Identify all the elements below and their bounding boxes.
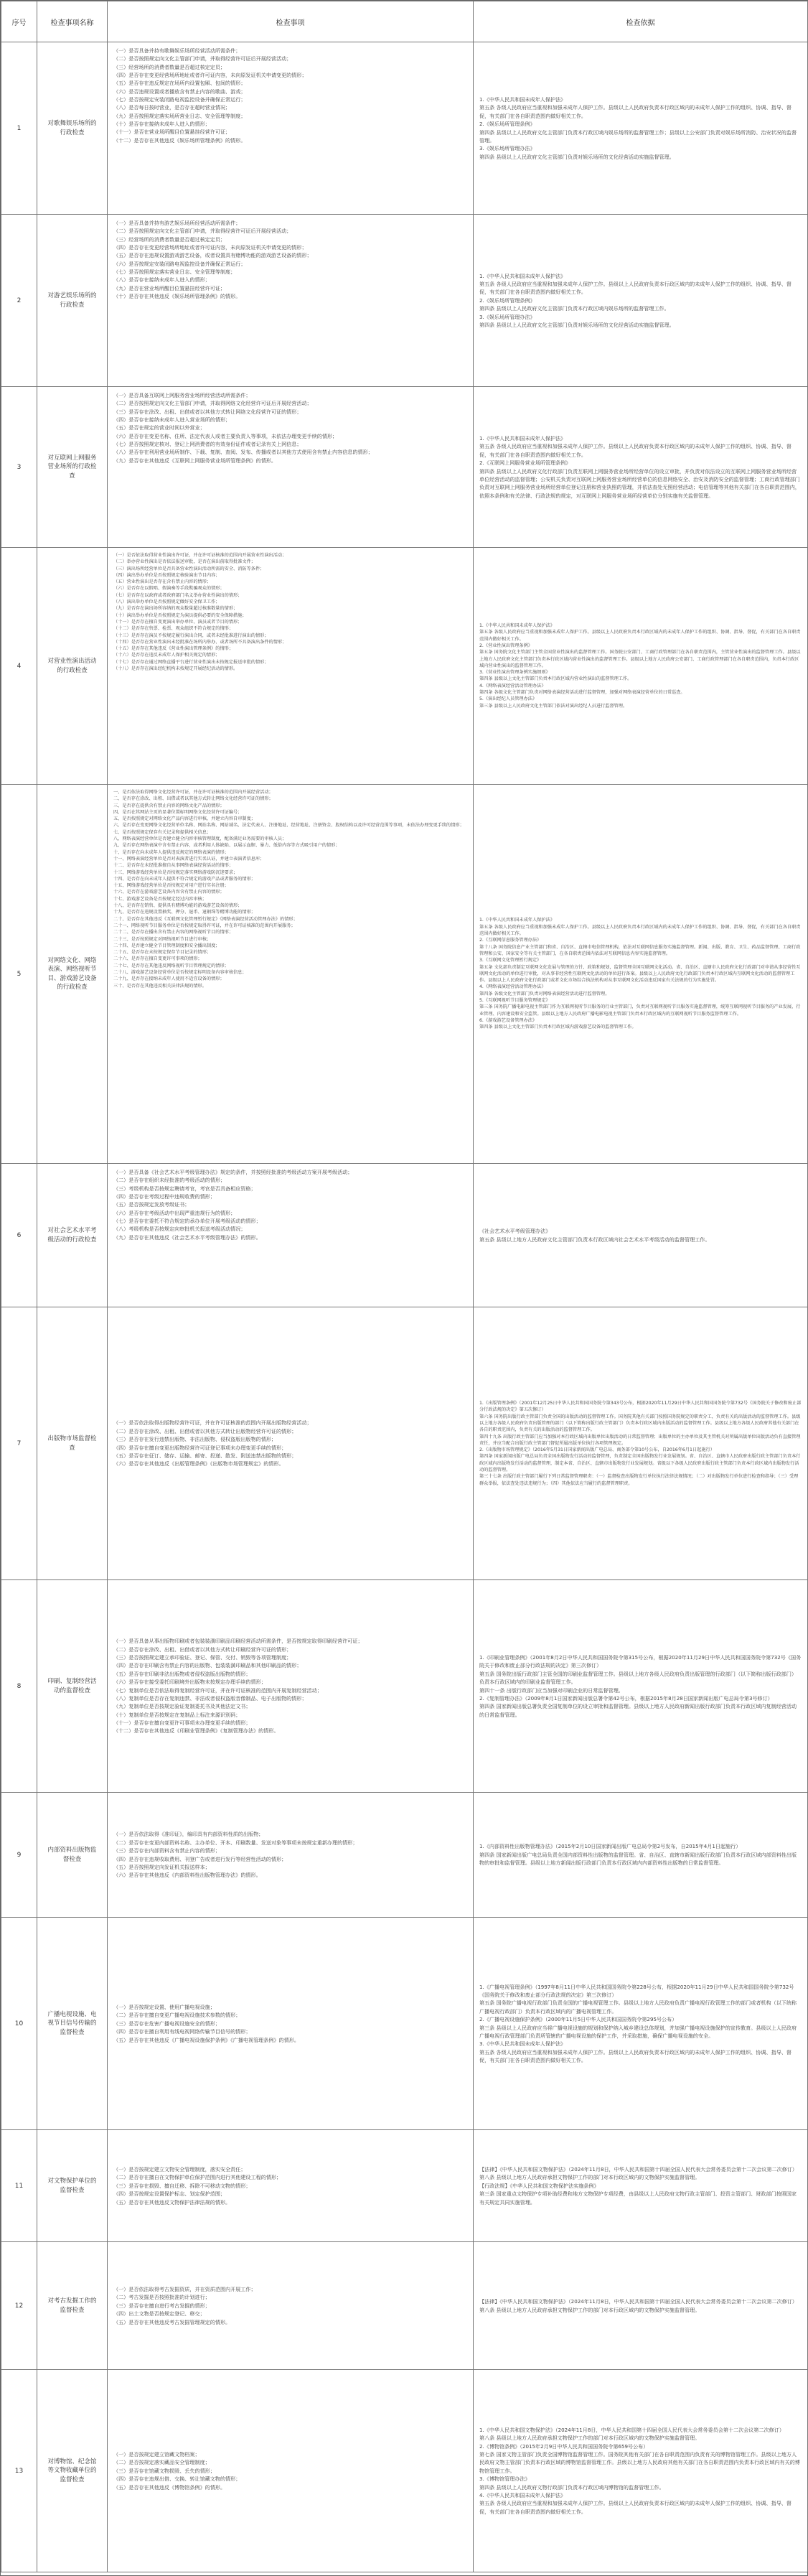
header-item-name: 检查事项名称 bbox=[37, 1, 108, 42]
row-inspection-content: （一）是否具备并持有歌舞娱乐场所经营活动所需条件； （二）是否按照规定向文化主管部门申请，并取得经营许可证后开展经营活动； （三）经营场所的消费者数量是否超过核定定员； （四）是否存在变更经营场所地址或者许可证内容，未向原发证机关申请变更的情形； （五）是否存在违反规定在场所内设置包厢、包间的情形； （六）是否违规设置或者播放含有禁止内容的歌曲、游戏； （七）是否按规定安装闭路电视监控设备并确保正常运行； （八）是否每日按时营业，是否存在超时营业情况； （九）是否按照规定落实场所营业日志、安全管理等制度； （十）是否存在接纳未成年人进入的情形； （十一）是否在营业场所醒目位置悬挂经营许可证； （十二）是否存在其他违反《娱乐场所管理条例》的情形。 bbox=[108, 42, 474, 215]
row-seq: 10 bbox=[1, 1918, 37, 2130]
row-inspection-content: （一）是否具备互联网上网服务营业场所经营活动所需条件； （二）是否按照规定向文化主管部门申请，并取得网络文化经营许可证后开展经营活动； （三）是否存在涂改、出租、出借或者以其他方式转让网络文化经营许可证的情形； （四）是否存在接纳未成年人进入营业场所的情形； （五）是否在规定的营业时间以外营业； （六）是否存在变更名称、住所、法定代表人或者主要负责人等事项，未依法办理变更手续的情形； （七）是否按照规定核对、登记上网消费者的有效身份证件或者记录有关上网信息； （八）是否存在利用营业场所制作、下载、复制、查阅、发布、传播或者以其他方式使用含有禁止内容信息的情形； （九）是否存在其他违反《互联网上网服务营业场所管理条例》的情形。 bbox=[108, 387, 474, 548]
table-row bbox=[1, 42, 808, 215]
row-seq: 6 bbox=[1, 1164, 37, 1307]
row-inspection-content: （一）是否依法取得出版物经营许可证，并在许可证核准的范围内开展出版物经营活动； （二）是否存在涂改、出租、出借或者以其他方式转让出版物经营许可证的情形； （三）是否存在发行违禁出版物、非法出版物、侵权盗版出版物的情形； （四）是否存在擅自变更出版物经营许可证登记事项未办理变更手续的情形； （五）是否存在征订、储存、运输、邮寄、投递、散发、附送违禁出版物的情形； （六）是否存在其他违反《出版管理条例》《出版物市场管理规定》的情形。 bbox=[108, 1307, 474, 1580]
header-seq: 序号 bbox=[1, 1, 37, 42]
row-inspection-basis: 1.《中华人民共和国未成年人保护法》 第五条 各级人民政府应当重视和加强未成年人保护工作。县级以上人民政府负责本行政区域内的未成年人保护工作的组织、协调、指导、督促，有关部门在各自职责范围内做好相关工作。 2.《娱乐场所管理条例》 第四条 县级以上人民政府文化主管部门负责本行政区域内娱乐场所的监督管理工作；县级以上公安部门负责对娱乐场所消防、治安状况的监督管理。 3.《娱乐场所管理办法》 第四条 县级以上人民政府文化主管部门负责对娱乐场所的文化经营活动实施监督管理。 bbox=[474, 42, 808, 215]
row-item-name: 对游艺娱乐场所的行政检查 bbox=[37, 215, 108, 387]
header-inspection-basis: 检查依据 bbox=[474, 1, 808, 42]
row-inspection-basis: 1.《广播电视管理条例》（1997年8月11日中华人民共和国国务院令第228号公布，根据2020年11月29日中华人民共和国国务院令第732号《国务院关于修改和废止部分行政法规的决定》第三次修订） 第五条 国务院广播电视行政部门负责全国的广播电视管理工作。县级以上地方人民政府负责广播电视行政管理工作的部门或者机构（以下统称广播电视行政部门）负责本行政区域内的广播电视管理工作。 2.《广播电视设施保护条例》（2000年11月5日中华人民共和国国务院令第295号公布） 第三条 县级以上人民政府应当将广播电视设施的规划和保护纳入城乡建设总体规划，并加强广播电视设施保护的宣传教育。县级以上人民政府广播电视行政管理部门负责所管辖的广播电视设施的保护工作，并采取措施，确保广播电视设施的安全。 3.《中华人民共和国未成年人保护法》 第五条 各级人民政府应当重视和加强未成年人保护工作。县级以上人民政府负责本行政区域内的未成年人保护工作的组织、协调、指导、督促，有关部门在各自职责范围内做好相关工作。 bbox=[474, 1918, 808, 2130]
row-item-name: 对歌舞娱乐场所的行政检查 bbox=[37, 42, 108, 215]
table-row bbox=[1, 785, 808, 1164]
row-inspection-basis: 1.《出版管理条例》（2001年12月25日中华人民共和国国务院令第343号公布，根据2020年11月29日中华人民共和国国务院令第732号《国务院关于修改和废止部分行政法规的决定》第五次修订） 第六条 国务院出版行政主管部门负责全国的出版活动的监督管理工作。国务院其他有关部门按照国务院规定的职责分工，负责有关的出版活动的监督管理工作。县级以上地方各级人民政府负责出版管理的部门（以下简称出版行政主管部门）负责本行政区域内出版活动的监督管理工作。县级以上地方各级人民政府其他有关部门在各自的职责范围内，负责有关的出版活动的监督管理工作。 第四十九条 出版行政主管部门应当加强对本行政区域内出版单位出版活动的日常监督管理；出版单位的主办单位及其主管机关对所属出版单位出版活动负有直接管理责任，并应当配合出版行政主管部门督促所属出版单位执行各项管理规定。 2.《出版物市场管理规定》（2016年5月31日国家新闻出版广电总局、商务部令第10号公布，自2016年6月1日起施行） 第四条 国家新闻出版广电总局负责全国出版物发行活动的监督管理，负责制定全国出版物发行业发展规划。省、自治区、直辖市人民政府出版行政主管部门负责本行政区域内出版物发行活动的监督管理，制定本省、自治区、直辖市出版物发行业发展规划。省级以下各级人民政府出版行政主管部门负责本行政区域内出版物发行活动的监督管理。 第三十七条 出版行政主管部门履行下列日常监督管理职责：（一）监督检查出版物发行单位执行法律法规情况；（二）对出版物发行单位进行检查和指导；（三）受理群众举报，依法查处违法违规行为；（四）其他依法应当履行的监督管理职责。 bbox=[474, 1307, 808, 1580]
row-inspection-content: （一）是否按规定建立文物安全管理制度，落实安全责任； （二）是否存在擅自在文物保护单位保护范围内进行其他建设工程的情形； （三）是否存在损毁、擅自迁移、拆除不可移动文物的情形； （四）是否按规定设置保护标志、划定保护范围； （五）是否存在其他违反文物保护法律法规的情形。 bbox=[108, 2130, 474, 2242]
header-inspection-content: 检查事项 bbox=[108, 1, 474, 42]
row-seq: 3 bbox=[1, 387, 37, 548]
row-inspection-basis: 1.《内部资料性出版物管理办法》（2015年2月10日国家新闻出版广电总局令第2号发布，自2015年4月1日起施行） 第四条 国家新闻出版广电总局负责全国内部资料性出版物的监督管理。省、自治区、直辖市新闻出版行政部门负责本行政区域内部资料性出版物的审批和监督管理。县级以上地方新闻出版行政部门负责本行政区域内内部资料性出版物的日常监督管理。 bbox=[474, 1793, 808, 1918]
row-item-name: 对社会艺术水平考级活动的行政检查 bbox=[37, 1164, 108, 1307]
table-row bbox=[1, 1307, 808, 1580]
table-header-row bbox=[1, 1, 808, 42]
row-inspection-basis: 【法律】《中华人民共和国文物保护法》（2024年11月8日，中华人民共和国第十四届全国人民代表大会常务委员会第十二次会议第二次修订） 第八条 县级以上地方人民政府承担文物保护工作的部门对本行政区域内的文物保护实施监督管理。 bbox=[474, 2242, 808, 2370]
row-inspection-content: （一）是否依法取得营业性演出许可证，并在许可证核准的范围内开展营业性演出活动； （二）举办营业性演出是否依法报送审批，是否在演出前取得批准文件； （三）演出场所经营单位是否具备营业性演出活动所需的安全、消防等条件； （四）演出举办单位是否按照规定核验演出节目内容； （五）营业性演出是否存在含有禁止内容的情形； （六）是否存在以假唱、假演奏等手段欺骗观众的情形； （七）是否存在以政府或者政府部门名义举办营业性演出的情形； （八）演出举办单位是否按照规定做好安全保卫工作； （九）是否存在演出场所容纳的观众数量超过核准数量的情形； （十）演出举办单位是否按照规定为演员提供必要的安全保障措施； （十一）是否存在擅自变更演出举办单位、演员或者节目的情形； （十二）是否存在售票、检票、观众组织不符合规定的情形； （十三）是否存在演员不按规定履行演出合同，或者未经批准进行演出的情形； （十四）是否存在营业性演出未经批准在场所内举办、或者场所不具备演出条件的情形； （十五）是否存在其他违反《营业性演出管理条例》的情形； （十六）是否存在违反未成年人保护相关规定的情形； （十七）是否存在通过网络直播平台进行营业性演出未按规定报送审批的情形； （十八）是否存在演出经纪机构未按规定开展经纪活动的情形。 bbox=[108, 548, 474, 785]
table-row bbox=[1, 1793, 808, 1918]
table-row bbox=[1, 1580, 808, 1793]
row-inspection-basis: 【法律】《中华人民共和国文物保护法》（2024年11月8日，中华人民共和国第十四届全国人民代表大会常务委员会第十二次会议第二次修订） 第八条 县级以上地方人民政府承担文物保护工作的部门对本行政区域内的文物保护实施监督管理。 【行政法规】《中华人民共和国文物保护法实施条例》 第三条 国家重点文物保护专项补助经费和地方文物保护专项经费，由县级以上人民政府文物行政主管部门、投资主管部门、财政部门按照国家有关规定共同实施管理。 bbox=[474, 2130, 808, 2242]
row-seq: 8 bbox=[1, 1580, 37, 1793]
row-inspection-basis: 《社会艺术水平考级管理办法》 第五条 县级以上地方人民政府文化主管部门负责本行政区域内社会艺术水平考级活动的监督管理工作。 bbox=[474, 1164, 808, 1307]
row-item-name: 对文物保护单位的监督检查 bbox=[37, 2130, 108, 2242]
table-row bbox=[1, 1164, 808, 1307]
row-seq: 12 bbox=[1, 2242, 37, 2370]
row-item-name: 对博物馆、纪念馆等文物收藏单位的监督检查 bbox=[37, 2370, 108, 2572]
row-item-name: 对营业性演出活动的行政检查 bbox=[37, 548, 108, 785]
row-inspection-content: （一）是否具备并持有游艺娱乐场所经营活动所需条件； （二）是否按照规定向文化主管部门申请，并取得经营许可证后开展经营活动； （三）经营场所的消费者数量是否超过核定定员； （四）是否存在变更经营场所地址或者许可证内容，未向原发证机关申请变更的情形； （五）是否存在违规设置游戏游艺设备，或者设置具有赌博功能的游戏游艺设备的情形； （六）是否按规定安装闭路电视监控设备并确保正常运行； （七）是否按照规定落实营业日志、安全管理等制度； （八）是否存在接纳未成年人进入的情形； （九）是否在营业场所醒目位置悬挂经营许可证； （十）是否存在其他违反《娱乐场所管理条例》的情形。 bbox=[108, 215, 474, 387]
row-seq: 2 bbox=[1, 215, 37, 387]
table-row bbox=[1, 2242, 808, 2370]
row-item-name: 广播电视设施、电视节目信号传输的监督检查 bbox=[37, 1918, 108, 2130]
table-row bbox=[1, 215, 808, 387]
row-seq: 5 bbox=[1, 785, 37, 1164]
row-inspection-basis: 1.《印刷业管理条例》（2001年8月2日中华人民共和国国务院令第315号公布，根据2020年11月29日中华人民共和国国务院令第732号《国务院关于修改和废止部分行政法规的决定》第三次修订） 第五条 国务院出版行政部门主管全国的印刷业监督管理工作。县级以上地方各级人民政府负责出版管理的行政部门（以下简称出版行政部门）负责本行政区域内的印刷业监督管理工作。 第四十一条 出版行政部门应当加强对印刷企业的日常监督管理。 2.《复制管理办法》（2009年8月1日国家新闻出版总署令第42号公布，根据2015年8月28日国家新闻出版广电总局令第3号修订） 第四条 国家新闻出版总署负责全国复制单位的设立审批和监督管理。县级以上地方人民政府新闻出版行政部门负责本行政区域内复制经营活动的日常监督管理。 bbox=[474, 1580, 808, 1793]
table-row bbox=[1, 1918, 808, 2130]
row-inspection-basis: 1.《中华人民共和国文物保护法》（2024年11月8日，中华人民共和国第十四届全国人民代表大会常务委员会第十二次会议第二次修订） 第八条 县级以上地方人民政府承担文物保护工作的部门对本行政区域内的文物保护实施监督管理。 2.《博物馆条例》（2015年2月9日中华人民共和国国务院令第659号公布） 第七条 国家文物主管部门负责全国博物馆监督管理工作。国务院其他有关部门在各自职责范围内负责有关的博物馆管理工作。县级以上地方人民政府文物主管部门负责本行政区域的博物馆监督管理工作。县级以上地方人民政府其他有关部门在各自职责范围内负责本行政区域内有关的博物馆管理工作。 3.《博物馆管理办法》 第四条 县级以上人民政府文物行政部门负责本行政区域内博物馆的监督管理工作。 4.《中华人民共和国未成年人保护法》 第五条 各级人民政府应当重视和加强未成年人保护工作。县级以上人民政府负责本行政区域内的未成年人保护工作的组织、协调、指导、督促，有关部门在各自职责范围内做好相关工作。 bbox=[474, 2370, 808, 2572]
row-inspection-content: （一）是否依法取得考古发掘资质，并在资质范围内开展工作； （二）考古发掘是否按照批准的计划进行； （三）是否存在擅自进行考古发掘的情形； （四）出土文物是否按规定登记、移交； （五）是否存在其他违反考古发掘管理规定的情形。 bbox=[108, 2242, 474, 2370]
row-item-name: 对考古发掘工作的监督检查 bbox=[37, 2242, 108, 2370]
row-item-name: 出版物市场监督检查 bbox=[37, 1307, 108, 1580]
table-row bbox=[1, 2370, 808, 2572]
row-seq: 9 bbox=[1, 1793, 37, 1918]
row-seq: 1 bbox=[1, 42, 37, 215]
row-inspection-basis: 1.《中华人民共和国未成年人保护法》 第五条 各级人民政府应当重视和加强未成年人保护工作。县级以上人民政府负责本行政区域内的未成年人保护工作的组织、协调、指导、督促，有关部门在各自职责范围内做好相关工作。 2.《互联网上网服务营业场所管理条例》 第四条 县级以上人民政府文化行政部门负责互联网上网服务营业场所经营单位的设立审批，并负责对依法设立的互联网上网服务营业场所经营单位经营活动的监督管理；公安机关负责对互联网上网服务营业场所经营单位的信息网络安全、治安及消防安全的监督管理；工商行政管理部门负责对互联网上网服务营业场所经营单位登记注册和营业执照的管理，并依法查处无照经营活动；电信管理等其他有关部门在各自职责范围内，依照本条例和有关法律、行政法规的规定，对互联网上网服务营业场所经营单位分别实施有关监督管理。 bbox=[474, 387, 808, 548]
row-inspection-basis: 1.《中华人民共和国未成年人保护法》 第五条 各级人民政府应当重视和加强未成年人保护工作。县级以上人民政府负责本行政区域内的未成年人保护工作的组织、协调、指导、督促，有关部门在各自职责范围内做好相关工作。 2.《娱乐场所管理条例》 第四条 县级以上人民政府文化主管部门负责本行政区域内娱乐场所的监督管理工作。 3.《娱乐场所管理办法》 第四条 县级以上人民政府文化主管部门负责对娱乐场所的文化经营活动实施监督管理。 bbox=[474, 215, 808, 387]
row-item-name: 对网络文化、网络表演、网络视听节目、游戏游艺设备的行政检查 bbox=[37, 785, 108, 1164]
row-seq: 11 bbox=[1, 2130, 37, 2242]
row-inspection-content: （一）是否具备《社会艺术水平考级管理办法》规定的条件，并按照经批准的考级活动方案开展考级活动； （二）是否存在组织未经批准的考级活动的情形； （三）考级机构是否按规定聘请考官，考官是否具备相应资格； （四）是否存在考级过程中违规收费的情形； （五）是否按规定发放考级证书； （六）是否存在考级活动中出现严重违规行为的情形； （七）是否存在委托不符合规定的承办单位开展考级活动的情形； （八）考级机构是否按规定向审批机关报送考级活动情况； （九）是否存在其他违反《社会艺术水平考级管理办法》的情形。 bbox=[108, 1164, 474, 1307]
row-inspection-basis: 1.《中华人民共和国未成年人保护法》 第五条 各级人民政府应当重视和加强未成年人保护工作。县级以上人民政府负责本行政区域内的未成年人保护工作的组织、协调、指导、督促，有关部门在各自职责范围内做好相关工作。 2.《营业性演出管理条例》 第五条 国务院文化主管部门主管全国营业性演出的监督管理工作。国务院公安部门、工商行政管理部门在各自职责范围内，主管营业性演出的监督管理工作。县级以上地方人民政府文化主管部门负责本行政区域内营业性演出的监督管理工作。县级以上地方人民政府公安部门、工商行政管理部门在各自职责范围内，负责本行政区域内营业性演出的监督管理工作。 3.《营业性演出管理条例实施细则》 第四条 县级以上文化主管部门负责本行政区域内营业性演出的监督管理工作。 4.《网络表演经营活动管理办法》 第四条 各级文化主管部门负责对网络表演经营活动进行监督管理，加强对网络表演经营单位的日常巡查。 5.《演出经纪人员管理办法》 第三条 县级以上人民政府文化主管部门依法对演出经纪人员进行监督管理。 bbox=[474, 548, 808, 785]
row-seq: 7 bbox=[1, 1307, 37, 1580]
row-inspection-content: （一）是否按规定设置、使用广播电视设施； （二）是否存在擅自变更广播电视设施技术参数的情形； （三）是否存在危害广播电视设施安全的情形； （四）是否存在擅自利用有线电视网络传输节目信号的情形； （五）是否存在其他违反《广播电视设施保护条例》《广播电视管理条例》的情形。 bbox=[108, 1918, 474, 2130]
row-item-name: 内部资料出版物监督检查 bbox=[37, 1793, 108, 1918]
table-row bbox=[1, 548, 808, 785]
row-inspection-basis: 1.《中华人民共和国未成年人保护法》 第五条 各级人民政府应当重视和加强未成年人保护工作。县级以上人民政府负责本行政区域内的未成年人保护工作的组织、协调、指导、督促，有关部门在各自职责范围内做好相关工作。 2.《互联网信息服务管理办法》 第十八条 国务院信息产业主管部门和省、自治区、直辖市电信管理机构，依法对互联网信息服务实施监督管理。新闻、出版、教育、卫生、药品监督管理、工商行政管理和公安、国家安全等有关主管部门，在各自职责范围内依法对互联网信息内容实施监督管理。 3.《互联网文化管理暂行规定》 第五条 文化部负责制定互联网文化发展与管理的方针、政策和规划，监督管理全国互联网文化活动。省、自治区、直辖市人民政府文化行政部门对申请从事经营性互联网文化活动的单位进行审批，对从事非经营性互联网文化活动的单位进行备案。县级以上人民政府文化行政部门负责本行政区域内互联网文化活动的监督管理工作。县级以上人民政府文化行政部门或者文化市场综合执法机构对从事互联网文化活动违反国家有关法规的行为实施处罚。 4.《网络表演经营活动管理办法》 第四条 各级文化主管部门负责对网络表演经营活动进行监督管理。 5.《互联网视听节目服务管理规定》 第三条 国务院广播电影电视主管部门作为互联网视听节目服务的行业主管部门，负责对互联网视听节目服务实施监督管理，统筹互联网视听节目服务的产业发展、行业管理、内容建设和安全监管。县级以上地方人民政府广播电影电视主管部门负责本行政区域内的互联网视听节目服务监督管理工作。 6.《游戏游艺设备管理办法》 第四条 县级以上文化主管部门负责本行政区域内游戏游艺设备的监督管理工作。 bbox=[474, 785, 808, 1164]
row-inspection-content: （一）是否按规定建立馆藏文物档案； （二）是否按规定落实藏品安全管理制度； （三）是否存在馆藏文物损毁、丢失的情形； （四）是否存在违规出借、交换、转让馆藏文物的情形； （五）是否存在其他违反《博物馆条例》的情形。 bbox=[108, 2370, 474, 2572]
row-seq: 13 bbox=[1, 2370, 37, 2572]
row-inspection-content: （一）是否依法取得《准印证》，编印具有内部资料性质的出版物； （二）是否存在变更内部资料名称、主办单位、开本、印刷数量、发送对象等事项未按规定重新办理的情形； （三）是否存在内部资料含有禁止内容的情形； （四）是否存在违规收取费用、刊登广告或者进行发行等经营性活动的情形； （五）是否按照规定向发证机关报送样本； （六）是否存在其他违反《内部资料性出版物管理办法》的情形。 bbox=[108, 1793, 474, 1918]
table-row bbox=[1, 387, 808, 548]
row-inspection-content: （一）是否具备从事出版物印刷或者包装装潢印刷品印刷经营活动所需条件，是否按规定取得印刷经营许可证； （二）是否存在涂改、出租、出借或者以其他方式转让印刷经营许可证的情形； （三）是否按照规定建立承印验证、登记、保管、交付、销毁等各项管理制度； （四）是否存在印刷含有禁止内容的出版物、包装装潢印刷品和其他印刷品的情形； （五）是否存在印刷非法出版物或者侵权盗版出版物的情形； （六）是否存在接受委托印刷境外出版物未按规定办理手续的情形； （七）复制单位是否依法取得复制经营许可证，并在许可证核准的范围内开展复制经营活动； （八）复制单位是否存在复制违禁、非法或者侵权盗版音像制品、电子出版物的情形； （九）复制单位是否按规定验证复制委托书及其他法定文书； （十）复制单位是否按规定在复制品上标注来源识别码； （十一）是否存在擅自变更许可事项未办理变更手续的情形； （十二）是否存在其他违反《印刷业管理条例》《复制管理办法》的情形。 bbox=[108, 1580, 474, 1793]
table-row bbox=[1, 2130, 808, 2242]
row-item-name: 对互联网上网服务营业场所的行政检查 bbox=[37, 387, 108, 548]
inspection-items-table bbox=[1, 1, 808, 2572]
row-inspection-content: 一、是否依法取得网络文化经营许可证，并在许可证核准的范围内开展经营活动； 二、是否存在涂改、出租、出借或者以其他方式转让网络文化经营许可证的情形； 三、是否存在提供含有禁止内容的网络文化产品的情形； 四、是否在其网站主页的显著位置标明网络文化经营许可证编号； 五、是否按照规定对网络文化产品内容进行审核，并建立内容自审制度； 六、是否存在变更网络文化经营单位名称、网站名称、网站域名、法定代表人、注册地址、经营地址、注册资金、股权结构以及许可经营范围等事项，未依法办理变更手续的情形； 七、是否按照规定保存有关记录和提供相关信息； 八、网络表演经营单位是否建立健全内容审核管理制度，配备满足业务需要的审核人员； 九、是否存在网络表演中含有禁止内容，或者利用人体缺陷、以展示血腥、暴力、低俗内容等方式吸引用户的情形； 十、是否存在向未成年人提供违反规定的网络表演的情形； 十一、网络表演经营单位是否对表演者进行实名认证，并建立表演者信息库； 十二、是否存在未经批准擅自从事网络表演经营活动的情形； 十三、网络游戏经营单位是否按规定落实网络游戏防沉迷要求； 十四、是否存在向未成年人提供不符合规定的游戏产品或者服务的情形； 十五、网络游戏经营单位是否按规定对用户进行实名注册； 十六、是否存在游戏游艺设备内容含有禁止内容的情形； 十七、游戏游艺设备是否按规定经过内容审核； 十八、是否存在销售、提供具有赌博功能的游戏游艺设备的情形； 十九、是否存在违规设置抽奖、押分、退币、退钢珠等赌博功能的情形； 二十、是否存在其他违反《互联网文化管理暂行规定》《网络表演经营活动管理办法》的情形； 二十一、网络视听节目服务单位是否按规定取得许可证，并在许可证核准的范围内开展服务； 二十二、是否存在播出含有禁止内容的网络视听节目的情形； 二十三、是否按照规定对网络视听节目进行审核； 二十四、是否建立健全节目管理制度和安全播出制度； 二十五、是否存在未按规定保存节目记录的情形； 二十六、是否存在擅自变更许可事项的情形； 二十七、是否存在其他违反网络视听节目管理规定的情形； 二十八、游戏游艺设备经营单位是否按规定标明设备内容审核信息； 二十九、是否存在接纳未成年人使用不适宜设备的情形； 三十、是否存在其他违反相关法律法规的情形。 bbox=[108, 785, 474, 1164]
row-seq: 4 bbox=[1, 548, 37, 785]
row-item-name: 印刷、复制经营活动的监督检查 bbox=[37, 1580, 108, 1793]
